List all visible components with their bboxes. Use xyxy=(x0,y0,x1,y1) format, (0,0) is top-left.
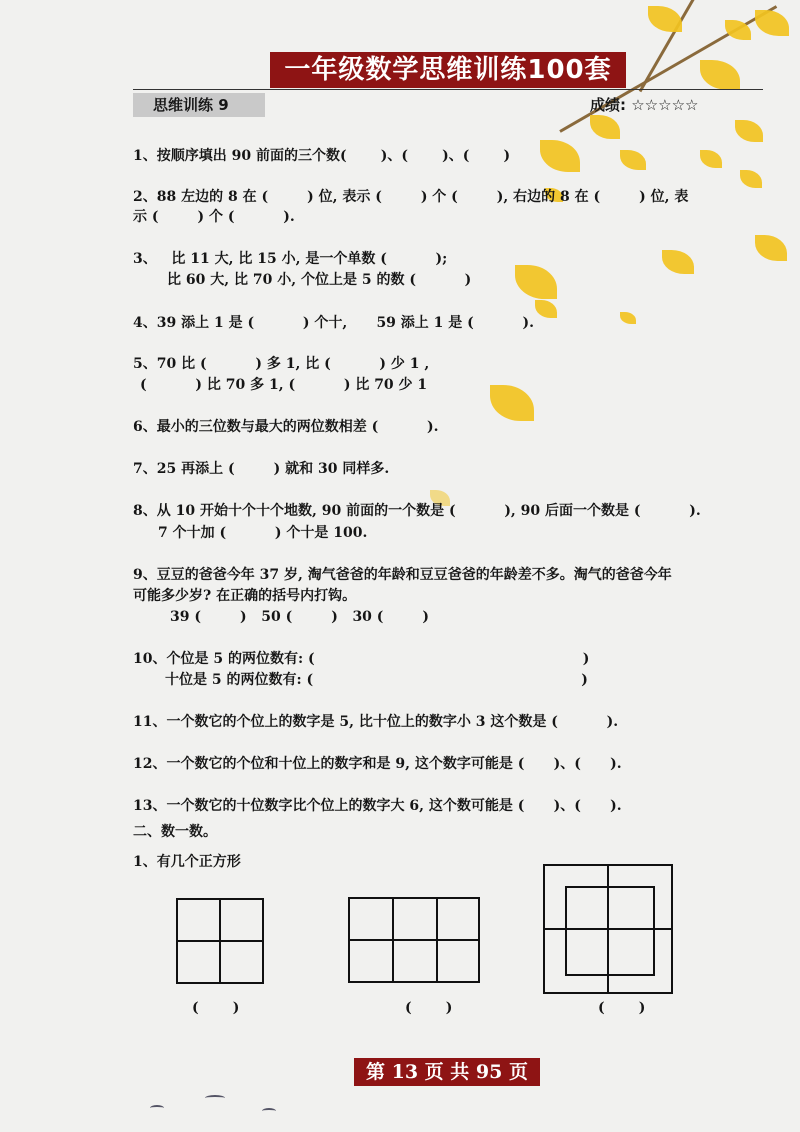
title-underline xyxy=(133,89,763,90)
leaf xyxy=(662,250,694,274)
leaf xyxy=(740,170,762,188)
question-line: ( ) 比 70 多 1, ( ) 比 70 少 1 xyxy=(140,377,428,393)
section-heading: 二、数一数。 xyxy=(133,824,217,840)
answer-paren-2[interactable]: ( ) xyxy=(405,1000,453,1016)
question-line: 1、有几个正方形 xyxy=(133,854,241,870)
question-line: 4、39 添上 1 是 ( ) 个十, 59 添上 1 是 ( ). xyxy=(133,315,535,331)
leaf xyxy=(755,235,787,261)
question-line: 6、最小的三位数与最大的两位数相差 ( ). xyxy=(133,419,439,435)
leaf xyxy=(620,150,646,170)
question-line: 可能多少岁? 在正确的括号内打钩。 xyxy=(133,588,357,604)
question-line: 7 个十加 ( ) 个十是 100. xyxy=(158,525,368,541)
question-line: 3、 比 11 大, 比 15 小, 是一个单数 ( ); xyxy=(133,251,448,267)
answer-paren-1[interactable]: ( ) xyxy=(192,1000,240,1016)
leaf xyxy=(700,150,722,168)
bird-decoration xyxy=(205,1095,225,1101)
page-title: 一年级数学思维训练100套 xyxy=(270,52,626,88)
leaf xyxy=(700,60,740,90)
score-label: 成绩: ☆☆☆☆☆ xyxy=(590,96,699,114)
answer-paren-3[interactable]: ( ) xyxy=(598,1000,646,1016)
leaf xyxy=(648,6,682,32)
leaf xyxy=(735,120,763,142)
square-figure-3 xyxy=(543,864,673,994)
question-line: 1、按顺序填出 90 前面的三个数( )、( )、( ) xyxy=(133,148,511,164)
leaf xyxy=(590,115,620,139)
question-line: 7、25 再添上 ( ) 就和 30 同样多. xyxy=(133,461,390,477)
leaf xyxy=(540,140,580,172)
question-line: 示 ( ) 个 ( ). xyxy=(133,209,295,225)
leaf xyxy=(620,312,636,324)
question-line: 8、从 10 开始十个十个地数, 90 前面的一个数是 ( ), 90 后面一个数是 ( ). xyxy=(133,503,701,519)
question-line: 11、一个数它的个位上的数字是 5, 比十位上的数字小 3 这个数是 ( ). xyxy=(133,714,619,730)
square-figure-1 xyxy=(176,898,264,984)
question-line: 十位是 5 的两位数有: ( ) xyxy=(165,672,588,688)
question-line: 5、70 比 ( ) 多 1, 比 ( ) 少 1 , xyxy=(133,356,430,372)
question-line: 9、豆豆的爸爸今年 37 岁, 淘气爸爸的年龄和豆豆爸爸的年龄差不多。淘气的爸爸今年 xyxy=(133,567,672,583)
question-line: 10、个位是 5 的两位数有: ( ) xyxy=(133,651,590,667)
question-line: 2、88 左边的 8 在 ( ) 位, 表示 ( ) 个 ( ), 右边的 8 在 ( ) 位, 表 xyxy=(133,189,689,205)
leaf xyxy=(515,265,557,299)
question-line: 39 ( ) 50 ( ) 30 ( ) xyxy=(170,609,430,625)
square-figure-2 xyxy=(348,897,480,983)
question-line: 13、一个数它的十位数字比个位上的数字大 6, 这个数可能是 ( )、( ). xyxy=(133,798,622,814)
page-number: 第 13 页 共 95 页 xyxy=(354,1058,540,1086)
leaf xyxy=(490,385,534,421)
question-line: 12、一个数它的个位和十位上的数字和是 9, 这个数字可能是 ( )、( ). xyxy=(133,756,622,772)
leaf xyxy=(535,300,557,318)
leaf xyxy=(755,10,789,36)
bird-decoration xyxy=(150,1105,164,1111)
exercise-tag: 思维训练 9 xyxy=(133,93,265,117)
bird-decoration xyxy=(262,1108,276,1114)
question-line: 比 60 大, 比 70 小, 个位上是 5 的数 ( ) xyxy=(167,272,472,288)
